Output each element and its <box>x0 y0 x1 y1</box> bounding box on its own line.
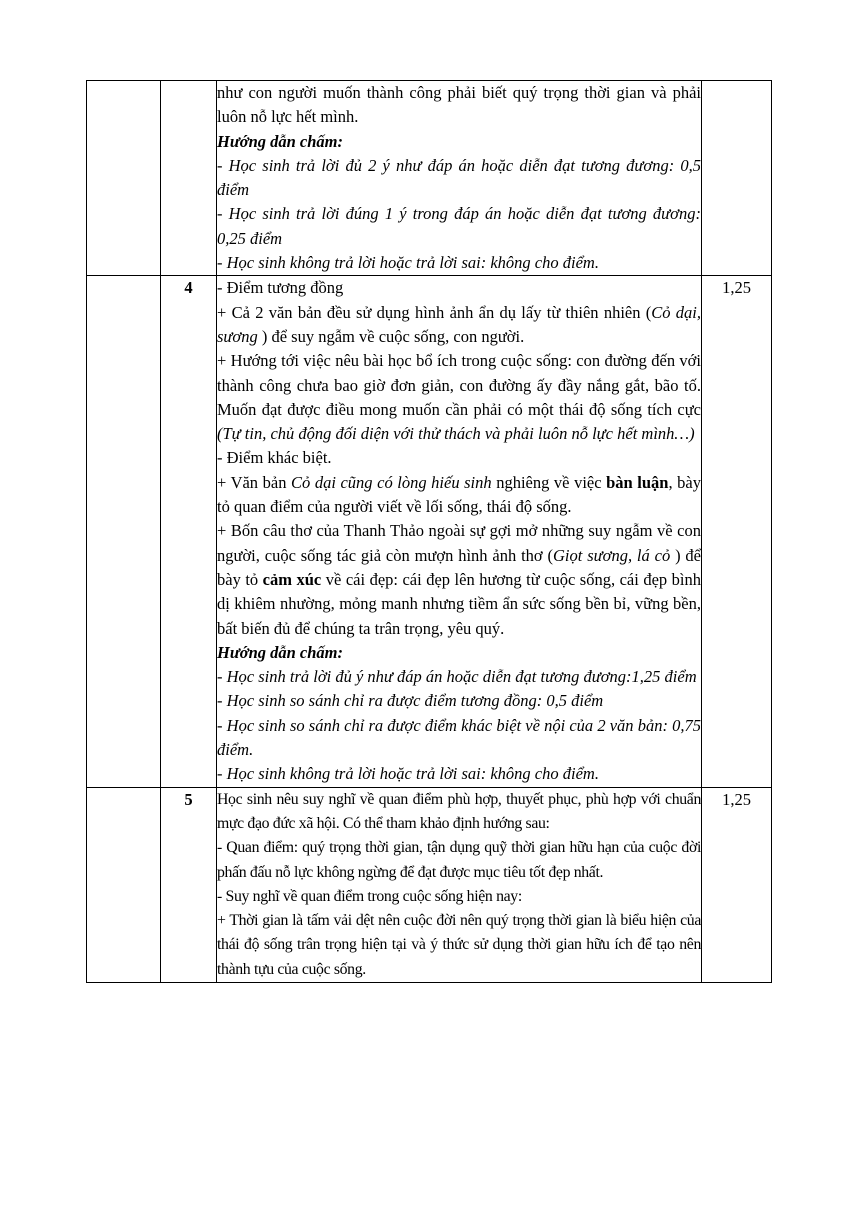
answer-content <box>217 81 702 276</box>
answer-line: - Suy nghĩ về quan điểm trong cuộc sống hiện nay: <box>217 887 522 905</box>
question-number: 5 <box>161 787 217 982</box>
table-row <box>87 276 772 787</box>
table-row <box>87 787 772 982</box>
grading-guide-title: Hướng dẫn chấm: <box>217 642 344 662</box>
answer-line: Học sinh nêu suy nghĩ về quan điểm phù hợp, thuyết phục, phù hợp với chuẩn mực đạo đức xã hội. Có thể tham khảo định hướng sau: <box>217 790 701 832</box>
grading-guide-line: - Học sinh không trả lời hoặc trả lời sai: không cho điểm. <box>217 253 599 273</box>
difference-heading: - Điểm khác biệt. <box>217 448 332 468</box>
score-cell <box>702 81 772 276</box>
similarity-point: + Hướng tới việc nêu bài học bổ ích trong cuộc sống: con đường đến với thành công chưa bao giờ đơn giản, con đường ấy đầy nắng gắt, bão tố. Muốn đạt được điều mong muốn cần phải có một thái độ sống tích cực (Tự tin, chủ động đối diện với thử thách và phải luôn nỗ lực hết mình…) <box>217 351 701 444</box>
question-number <box>161 81 217 276</box>
part-cell <box>87 81 161 276</box>
answer-line: như con người muốn thành công phải biết quý trọng thời gian và phải luôn nỗ lực hết mình. <box>217 83 701 127</box>
grading-guide-title: Hướng dẫn chấm: <box>217 131 344 151</box>
score-cell: 1,25 <box>702 787 772 982</box>
grading-guide-line: - Học sinh so sánh chỉ ra được điểm khác biệt về nội của 2 văn bản: 0,75 điểm. <box>217 715 701 760</box>
difference-point: + Văn bản Cỏ dại cũng có lòng hiếu sinh nghiêng về việc bàn luận, bày tỏ quan điểm của người viết về lối sống, thái độ sống. <box>217 472 701 517</box>
grading-guide-line: - Học sinh trả lời đủ ý như đáp án hoặc diễn đạt tương đương:1,25 điểm <box>217 667 697 687</box>
grading-table <box>86 80 772 983</box>
question-number: 4 <box>161 276 217 787</box>
part-cell <box>87 276 161 787</box>
answer-content <box>217 276 702 787</box>
answer-line: + Thời gian là tấm vải dệt nên cuộc đời nên quý trọng thời gian là biểu hiện của thái độ sống trân trọng hiện tại và ý thức sử dụng thời gian hữu ích để tạo nên thành tựu của cuộc sống. <box>217 912 701 978</box>
answer-line: - Quan điểm: quý trọng thời gian, tận dụng quỹ thời gian hữu hạn của cuộc đời phấn đấu nỗ lực không ngừng để đạt được mục tiêu tốt đẹp nhất. <box>217 839 701 881</box>
grading-guide-line: - Học sinh trả lời đúng 1 ý trong đáp án hoặc diễn đạt tương đương: 0,25 điểm <box>217 204 701 248</box>
answer-content <box>217 787 702 982</box>
grading-guide-line: - Học sinh so sánh chỉ ra được điểm tương đồng: 0,5 điểm <box>217 691 604 711</box>
grading-guide-line: - Học sinh trả lời đủ 2 ý như đáp án hoặc diễn đạt tương đương: 0,5 điểm <box>217 155 701 200</box>
score-cell: 1,25 <box>702 276 772 787</box>
similarity-point: + Cả 2 văn bản đều sử dụng hình ảnh ẩn dụ lấy từ thiên nhiên (Cỏ dại, sương ) để suy ngẫm về cuộc sống, con người. <box>217 302 701 346</box>
similarity-heading: - Điểm tương đồng <box>217 278 344 298</box>
grading-guide-line: - Học sinh không trả lời hoặc trả lời sai: không cho điểm. <box>217 764 599 784</box>
part-cell <box>87 787 161 982</box>
difference-point: + Bốn câu thơ của Thanh Thảo ngoài sự gợi mở những suy ngẫm về con người, cuộc sống tác giả còn mượn hình ảnh thơ (Giọt sương, lá cỏ ) để bày tỏ cảm xúc về cái đẹp: cái đẹp lên hương từ cuộc sống, cái đẹp bình dị khiêm nhường, mỏng manh nhưng tiềm ẩn sức sống bền bỉ, vững bền, bất biến đủ để chúng ta trân trọng, yêu quý. <box>217 521 701 638</box>
table-row <box>87 81 772 276</box>
